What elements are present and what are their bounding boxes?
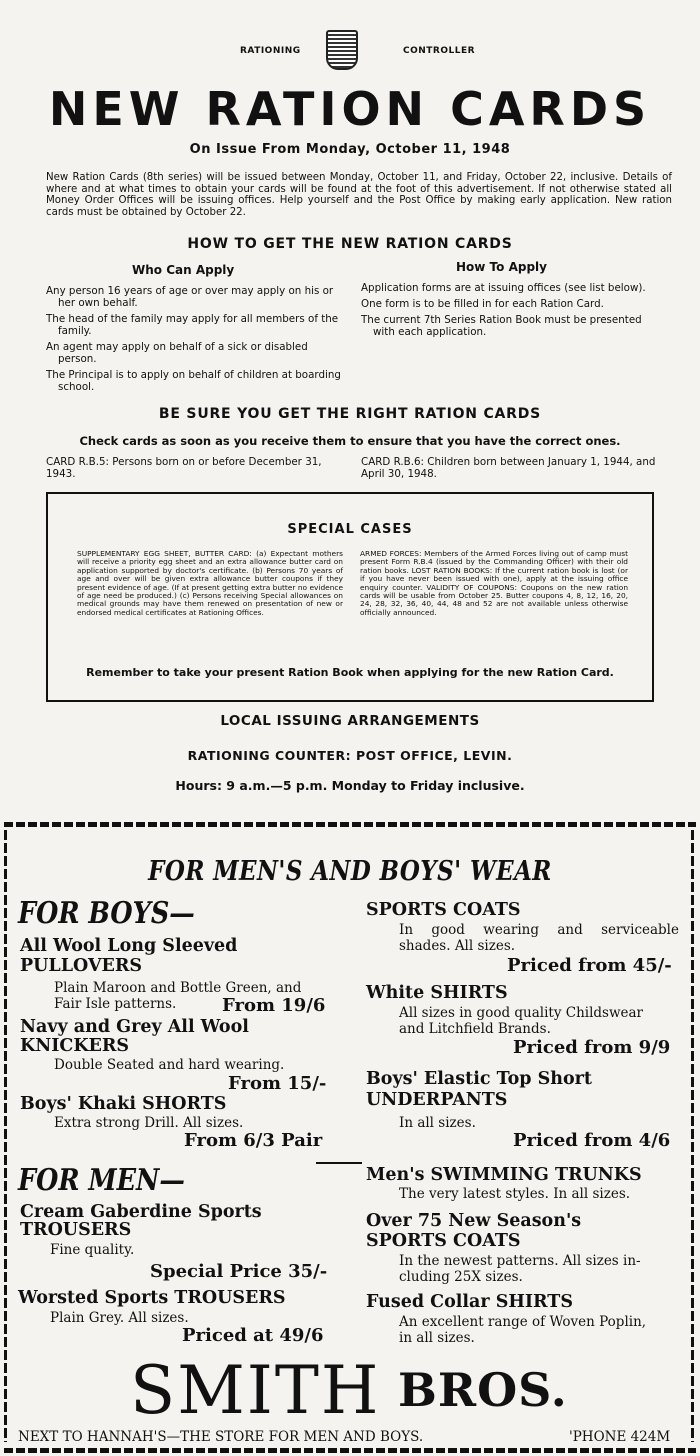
page-title: NEW RATION CARDS (48, 82, 652, 136)
new-coats-desc-1: In the newest patterns. All sizes in- (399, 1253, 641, 1269)
who-list (46, 285, 346, 397)
worsted-price: Priced at 49/6 (182, 1325, 324, 1346)
underpants-line-2: UNDERPANTS (366, 1090, 508, 1110)
pullovers-line-1: All Wool Long Sleeved (20, 936, 238, 956)
footer-phone: 'PHONE 424M (569, 1429, 671, 1445)
for-boys-heading: FOR BOYS— (18, 896, 195, 931)
underpants-line-1: Boys' Elastic Top Short (366, 1069, 592, 1089)
trousers-desc: Fine quality. (50, 1242, 135, 1258)
header-controller: CONTROLLER (403, 46, 476, 56)
how-to-get-heading: HOW TO GET THE NEW RATION CARDS (187, 236, 513, 252)
sports-coats-line: SPORTS COATS (366, 900, 521, 920)
header-rationing: RATIONING (240, 46, 301, 56)
pullovers-line-2: PULLOVERS (20, 956, 143, 976)
brand-smith: SMITH (130, 1352, 381, 1429)
divider (316, 1162, 362, 1164)
how-list (361, 282, 665, 342)
fused-shirts-desc-2: in all sizes. (399, 1330, 475, 1346)
special-left-text: SUPPLEMENTARY EGG SHEET, BUTTER CARD: (a) Expectant mothers will receive a priority egg sheet and an extra allowance butter card on application supported by doctor's certificate. (b) Persons 70 years of age and over will be given extra allowance butter coupons if they present evidence of age. (If at present getting extra butter no evidence of age need be produced.) (c) Persons receiving Special allowances on medical grounds may have them renewed on presentation of new or endorsed medical certificates at Rationing Offices. (77, 549, 343, 617)
brand-bros: BROS. (398, 1363, 568, 1417)
sports-coats-desc-1: In good wearing and serviceable (399, 922, 679, 938)
how-item: One form is to be filled in for each Ration Card. (361, 298, 604, 310)
trunks-desc: The very latest styles. In all sizes. (399, 1186, 631, 1202)
underpants-price: Priced from 4/6 (513, 1130, 671, 1151)
trunks-line: Men's SWIMMING TRUNKS (366, 1165, 642, 1185)
border-left (4, 830, 7, 1442)
knickers-line-1: Navy and Grey All Wool (20, 1017, 249, 1037)
check-cards-text: Check cards as soon as you receive them to ensure that you have the correct ones. (79, 434, 621, 448)
border-bottom (4, 1448, 696, 1453)
fused-shirts-desc-1: An excellent range of Woven Poplin, (399, 1314, 647, 1330)
white-shirts-price: Priced from 9/9 (513, 1037, 671, 1058)
card-rb5: CARD R.B.5: Persons born on or before December 31, 1943. (46, 456, 322, 480)
trousers-line-2: TROUSERS (20, 1220, 132, 1240)
shorts-desc: Extra strong Drill. All sizes. (54, 1115, 244, 1131)
be-sure-heading: BE SURE YOU GET THE RIGHT RATION CARDS (158, 406, 542, 422)
who-item: The Principal is to apply on behalf of children at boarding school. (46, 369, 341, 393)
sports-coats-price: Priced from 45/- (507, 955, 672, 976)
coat-of-arms-icon (326, 30, 358, 70)
who-item: The head of the family may apply for all members of the family. (46, 313, 339, 337)
underpants-desc: In all sizes. (399, 1115, 476, 1131)
white-shirts-desc-1: All sizes in good quality Childswear (399, 1005, 644, 1021)
worsted-line: Worsted Sports TROUSERS (18, 1288, 286, 1308)
pullovers-desc-1: Plain Maroon and Bottle Green, and (54, 980, 302, 996)
special-cases-title: SPECIAL CASES (287, 522, 413, 537)
shorts-price: From 6/3 Pair (184, 1130, 323, 1151)
rationing-counter: RATIONING COUNTER: POST OFFICE, LEVIN. (187, 748, 513, 763)
footer-store: NEXT TO HANNAH'S—THE STORE FOR MEN AND BOYS. (18, 1429, 424, 1445)
hours-text: Hours: 9 a.m.—5 p.m. Monday to Friday inclusive. (175, 778, 525, 793)
for-men-heading: FOR MEN— (18, 1163, 185, 1198)
trousers-line-1: Cream Gaberdine Sports (20, 1202, 262, 1222)
special-cases-box (46, 492, 654, 702)
who-can-apply-heading: Who Can Apply (132, 263, 235, 277)
how-item: The current 7th Series Ration Book must be presented with each application. (361, 314, 642, 338)
ad-heading: FOR MEN'S AND BOYS' WEAR (148, 856, 552, 887)
shorts-line: Boys' Khaki SHORTS (20, 1094, 227, 1114)
pullovers-price: From 19/6 (222, 995, 326, 1016)
intro-paragraph: New Ration Cards (8th series) will be issued between Monday, October 11, and Friday, October 22, inclusive. Details of where and at what times to obtain your cards will be found at the foot of this advertisement. If not otherwise stated all Money Order Offices will be issuing offices. Help yourself and the Post Office by making early application. New ration cards must be obtained by October 22. (46, 172, 672, 218)
pullovers-desc-2: Fair Isle patterns. (54, 996, 177, 1012)
new-coats-line-1: Over 75 New Season's (366, 1211, 582, 1231)
border-right (691, 830, 694, 1442)
sports-coats-desc-2: shades. All sizes. (399, 938, 516, 954)
special-right-text: ARMED FORCES: Members of the Armed Forces living out of camp must present Form R.B.4 (issued by the Commanding Officer) with their old ration books. LOST RATION BOOKS: If the current ration book is lost (or if you have never been issued with one), apply at the issuing office enquiry counter. VALIDITY OF COUPONS: Coupons on the new ration cards will be usable from October 25. Butter coupons 4, 8, 12, 16, 20, 24, 28, 32, 36, 40, 44, 48 and 52 are not available unless otherwise officially announced. (360, 549, 628, 617)
issue-date: On Issue From Monday, October 11, 1948 (189, 142, 511, 157)
how-item: Application forms are at issuing offices (see list below). (361, 282, 646, 294)
how-to-apply-heading: How To Apply (456, 260, 547, 274)
knickers-line-2: KNICKERS (20, 1036, 130, 1056)
knickers-desc: Double Seated and hard wearing. (54, 1057, 285, 1073)
card-rb6: CARD R.B.6: Children born between January 1, 1944, and April 30, 1948. (361, 456, 656, 480)
new-coats-desc-2: cluding 25X sizes. (399, 1269, 523, 1285)
who-item: Any person 16 years of age or over may apply on his or her own behalf. (46, 285, 334, 309)
knickers-price: From 15/- (228, 1073, 327, 1094)
white-shirts-line: White SHIRTS (366, 983, 508, 1003)
worsted-desc: Plain Grey. All sizes. (50, 1310, 189, 1326)
who-item: An agent may apply on behalf of a sick or disabled person. (46, 341, 308, 365)
border-top (4, 822, 696, 827)
remember-note: Remember to take your present Ration Book when applying for the new Ration Card. (86, 666, 614, 679)
trousers-price: Special Price 35/- (150, 1261, 328, 1282)
local-arrangements-heading: LOCAL ISSUING ARRANGEMENTS (220, 713, 480, 729)
white-shirts-desc-2: and Litchfield Brands. (399, 1021, 551, 1037)
new-coats-line-2: SPORTS COATS (366, 1231, 521, 1251)
fused-shirts-line: Fused Collar SHIRTS (366, 1292, 573, 1312)
